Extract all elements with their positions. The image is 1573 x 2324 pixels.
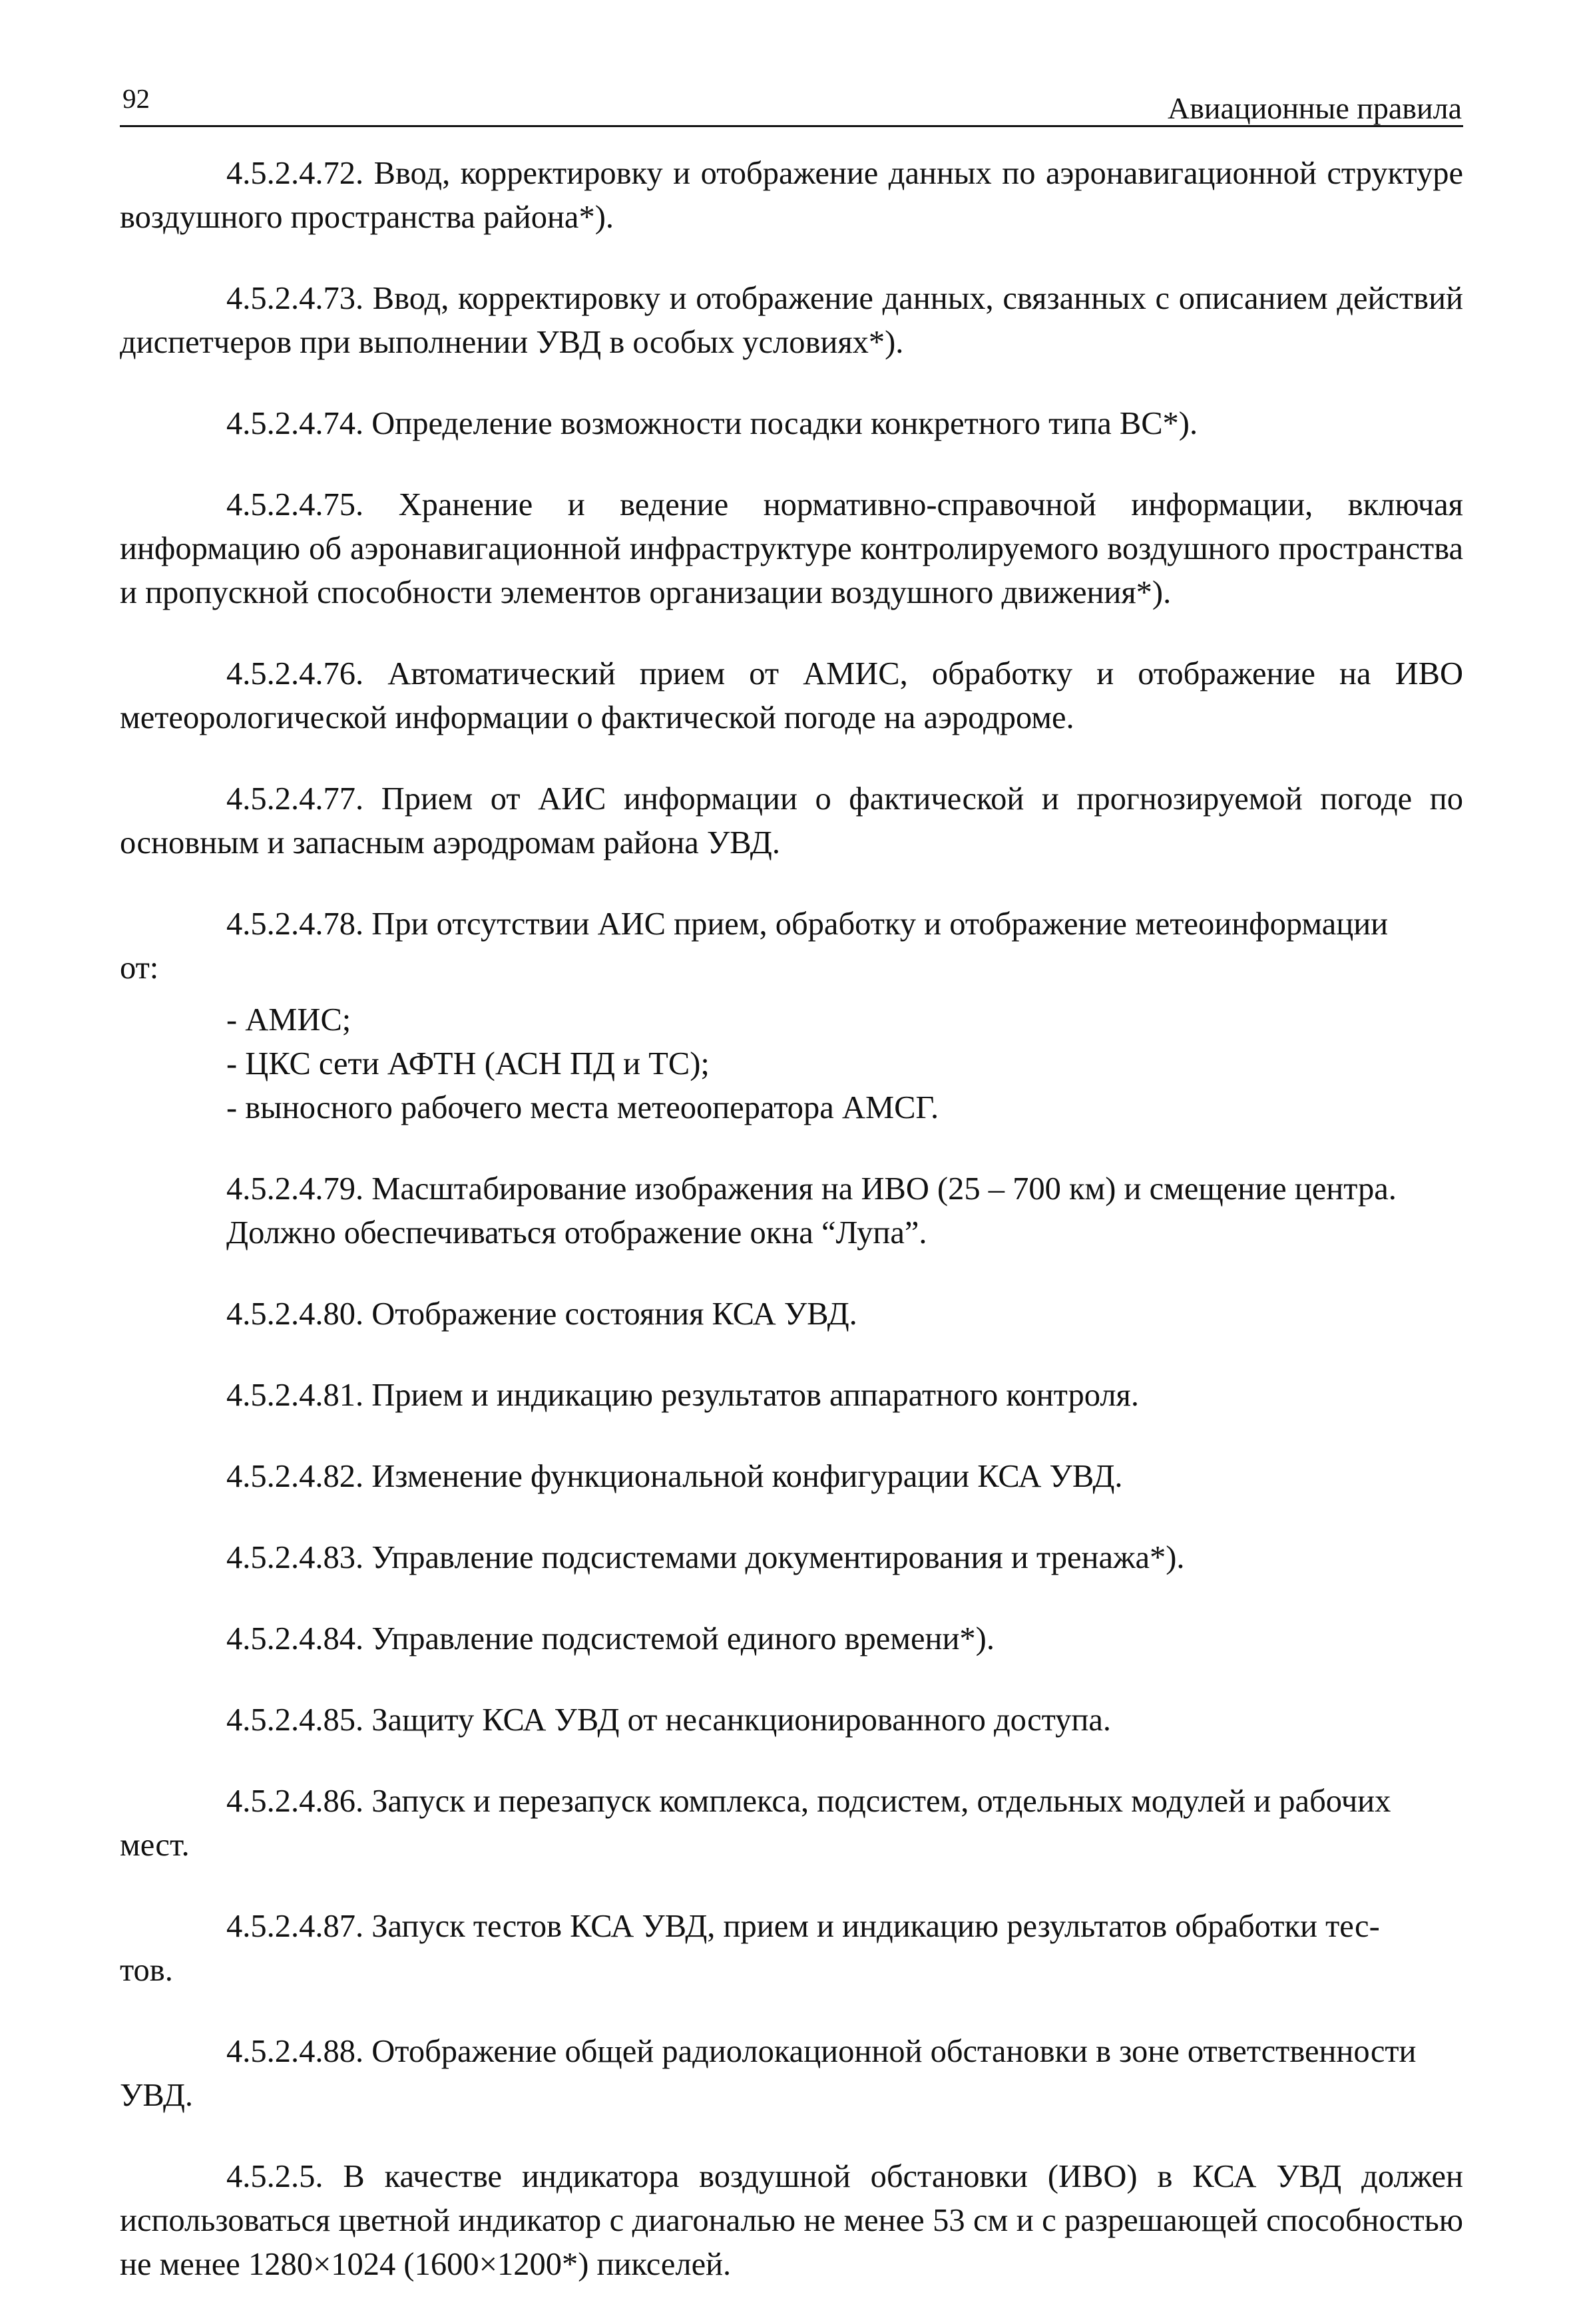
paragraph-4-5-2-4-86-tail: мест. [120,1828,190,1863]
paragraph-4-5-2-4-74: 4.5.2.4.74. Определение возможности посадки конкретного типа ВС*). [226,406,1198,441]
paragraph-4-5-2-4-83: 4.5.2.4.83. Управление подсистемами документирования и тренажа*). [226,1540,1185,1575]
running-title: Авиационные правила [1167,91,1462,125]
paragraph-4-5-2-4-87: 4.5.2.4.87. Запуск тестов КСА УВД, прием и индикацию результатов обработки тес- [226,1909,1380,1944]
document-body [120,152,1463,2324]
list-item: - ЦКС сети АФТН (АСН ПД и ТС); [226,1046,710,1081]
paragraph-4-5-2-4-76: 4.5.2.4.76. Автоматический прием от АМИС, обработку и отображение на ИВО метеорологической информации о фактической погоде на аэродроме. [120,656,1463,735]
paragraph-4-5-2-4-87-tail: тов. [120,1953,173,1988]
paragraph-4-5-2-4-81: 4.5.2.4.81. Прием и индикацию результатов аппаратного контроля. [226,1378,1139,1413]
paragraph-4-5-2-4-72: 4.5.2.4.72. Ввод, корректировку и отображение данных по аэронавигационной структуре воздушного пространства района*). [120,156,1463,235]
paragraph-4-5-2-4-86: 4.5.2.4.86. Запуск и перезапуск комплекса, подсистем, отдельных модулей и рабочих [226,1784,1391,1819]
list-item: - АМИС; [226,1002,351,1038]
paragraph-4-5-2-4-79 [226,1167,1463,1255]
page-header [120,79,1463,127]
page-number: 92 [122,83,150,114]
paragraph-4-5-2-4-78-tail: от: [120,950,159,986]
paragraph-4-5-2-4-75: 4.5.2.4.75. Хранение и ведение нормативно-справочной информации, включая информацию об аэронавигационной инфраструктуре контролируемого воздушного пространства и пропускной способности элементов организации воздушного движения*). [120,487,1463,610]
paragraph-4-5-2-4-82: 4.5.2.4.82. Изменение функциональной конфигурации КСА УВД. [226,1459,1123,1494]
weather-source-list [226,998,1463,1130]
paragraph-4-5-2-4-79-line-2: Должно обеспечиваться отображение окна “Лупа”. [226,1215,927,1251]
paragraph-4-5-2-4-79-line-1: 4.5.2.4.79. Масштабирование изображения на ИВО (25 – 700 км) и смещение центра. [226,1171,1397,1207]
paragraph-4-5-2-4-84: 4.5.2.4.84. Управление подсистемой единого времени*). [226,1621,995,1656]
paragraph-4-5-2-4-88: 4.5.2.4.88. Отображение общей радиолокационной обстановки в зоне ответственности [226,2034,1417,2069]
list-item: - выносного рабочего места метеооператора АМСГ. [226,1090,939,1125]
paragraph-4-5-2-4-88-tail: УВД. [120,2078,194,2113]
paragraph-4-5-2-5: 4.5.2.5. В качестве индикатора воздушной обстановки (ИВО) в КСА УВД должен использоваться цветной индикатор с диагональю не менее 53 см и с разрешающей способностью не менее 1280×1024 (1600×1200*) пикселей. [120,2159,1463,2282]
paragraph-4-5-2-4-77: 4.5.2.4.77. Прием от АИС информации о фактической и прогнозируемой погоде по основным и запасным аэродромам района УВД. [120,781,1463,861]
paragraph-4-5-2-4-80: 4.5.2.4.80. Отображение состояния КСА УВД. [226,1296,857,1332]
paragraph-4-5-2-4-85: 4.5.2.4.85. Защиту КСА УВД от несанкционированного доступа. [226,1702,1112,1738]
paragraph-4-5-2-4-73: 4.5.2.4.73. Ввод, корректировку и отображение данных, связанных с описанием действий диспетчеров при выполнении УВД в особых условиях*). [120,281,1463,360]
paragraph-4-5-2-4-78: 4.5.2.4.78. При отсутствии АИС прием, обработку и отображение метеоинформации [226,906,1389,942]
